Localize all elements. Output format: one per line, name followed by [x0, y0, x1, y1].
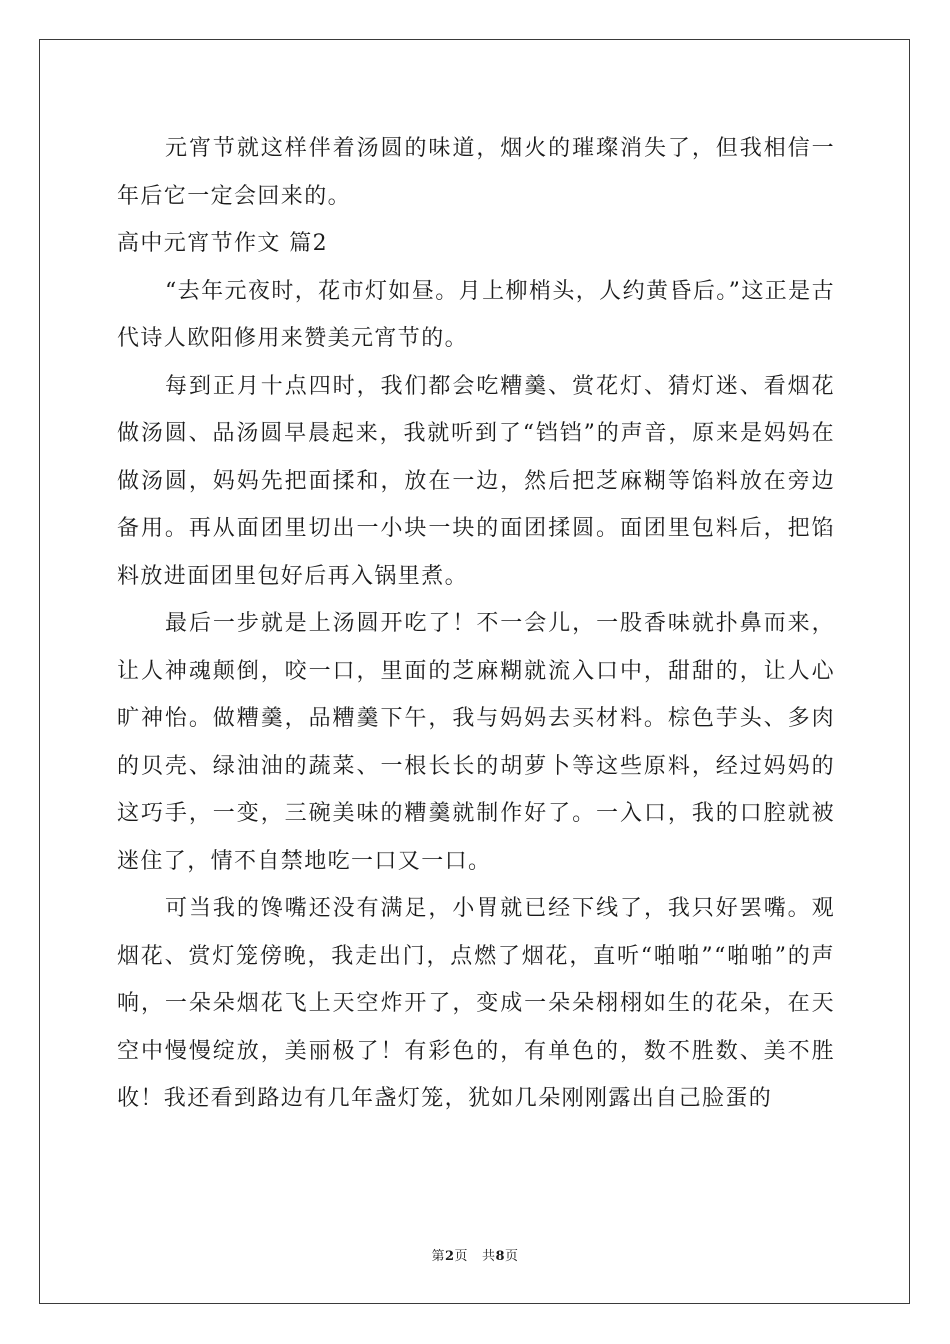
document-body — [117, 125, 835, 1123]
total-prefix: 共 — [481, 1249, 496, 1264]
paragraph-intro: 元宵节就这样伴着汤圆的味道，烟火的璀璨消失了，但我相信一年后它一定会回来的。 — [117, 136, 835, 209]
paragraph-2: 每到正月十点四时，我们都会吃糟羹、赏花灯、猜灯迷、看烟花做汤圆、品汤圆早晨起来，我就听到了“铛铛”的声音，原来是妈妈在做汤圆，妈妈先把面揉和，放在一边，然后把芝麻糊等馅料放在旁边备用。再从面团里切出一小块一块的面团揉圆。面团里包料后，把馅料放进面团里包好后再入锅里煮。 — [117, 373, 835, 589]
total-suffix: 页 — [505, 1249, 519, 1264]
total-pages: 8 — [495, 1249, 506, 1264]
page-number: 2 — [444, 1249, 455, 1264]
paragraph-4: 可当我的馋嘴还没有满足，小胃就已经下线了，我只好罢嘴。观烟花、赏灯笼傍晚，我走出门，点燃了烟花，直听“啪啪”“啪啪”的声响，一朵朵烟花飞上天空炸开了，变成一朵朵栩栩如生的花朵，在天空中慢慢绽放，美丽极了！有彩色的，有单色的，数不胜数、美不胜收！我还看到路边有几年盏灯笼，犹如几朵刚刚露出自己脸蛋的 — [117, 896, 835, 1111]
paragraph-3: 最后一步就是上汤圆开吃了！不一会儿，一股香味就扑鼻而来，让人神魂颠倒，咬一口，里面的芝麻糊就流入口中，甜甜的，让人心旷神怡。做糟羹，品糟羹下午，我与妈妈去买材料。棕色芋头、多肉的贝壳、绿油油的蔬菜、一根长长的胡萝卜等这些原料，经过妈妈的这巧手，一变，三碗美味的糟羹就制作好了。一入口，我的口腔就被迷住了，情不自禁地吃一口又一口。 — [117, 611, 835, 874]
page-prefix: 第 — [431, 1249, 445, 1264]
paragraph-1: “去年元夜时，花市灯如昼。月上柳梢头，人约黄昏后。”这正是古代诗人欧阳修用来赞美元宵节的。 — [117, 278, 835, 351]
page-footer — [0, 1245, 950, 1264]
page-suffix: 页 — [454, 1249, 469, 1264]
section-heading: 高中元宵节作文 篇2 — [117, 231, 328, 256]
